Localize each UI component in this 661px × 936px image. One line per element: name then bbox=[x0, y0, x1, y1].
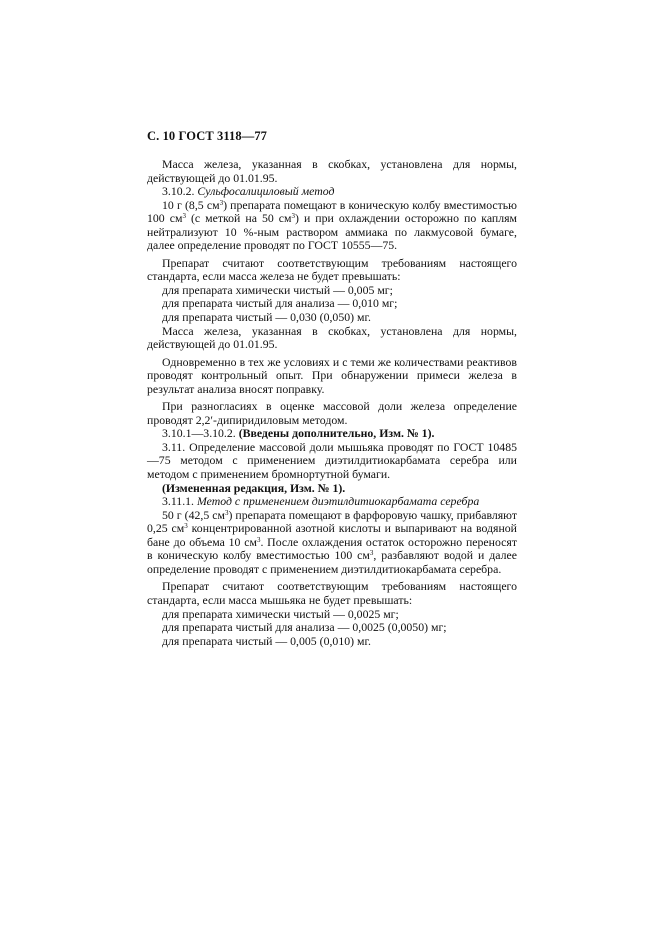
superscript: 3 bbox=[369, 549, 374, 558]
paragraph-control-test: Одновременно в тех же условиях и с теми же количествами реактивов проводят контрольный опыт. При обнаружении примеси железа в результат анализа вносят поправку. bbox=[147, 354, 517, 396]
text-fragment: ) и при охлаждении осторожно по каплям нейтрализуют 10 %-ным раствором аммиака по лакмусовой бумаге, далее определение проводят по ГОСТ 10555—75. bbox=[147, 211, 517, 253]
list-item: для препарата химически чистый — 0,005 мг; bbox=[162, 282, 393, 297]
section-3-10-2-text bbox=[147, 199, 517, 253]
paragraph-iron-note-1: Масса железа, указанная в скобках, установлена для нормы, действующей до 01.01.95. bbox=[147, 157, 517, 185]
amendment-note-2: (Измененная редакция, Изм. № 1). bbox=[162, 480, 346, 495]
paragraph-iron-note-2: Масса железа, указанная в скобках, установлена для нормы, действующей до 01.01.95. bbox=[147, 323, 517, 352]
section-number: 3.11.1. bbox=[162, 494, 195, 509]
superscript: 3 bbox=[224, 508, 229, 517]
superscript: 3 bbox=[182, 212, 186, 221]
superscript: 3 bbox=[256, 535, 261, 544]
amendment-note-1 bbox=[147, 427, 517, 441]
paragraph-disagreement: При разногласиях в оценке массовой доли железа определение проводят 2,2′-дипиридиловым методом. bbox=[147, 399, 517, 427]
list-item: для препарата химически чистый — 0,0025 мг; bbox=[162, 606, 399, 621]
section-title: Метод с применением диэтилдитиокарбамата серебра bbox=[196, 494, 480, 509]
list-item: для препарата чистый для анализа — 0,0025 (0,0050) мг; bbox=[162, 620, 447, 635]
paragraph-requirements-arsenic: Препарат считают соответствующим требованиям настоящего стандарта, если масса мышьяка не будет превышать: bbox=[147, 579, 517, 607]
superscript: 3 bbox=[291, 212, 295, 221]
text-fragment: , разбавляют водой и далее определение проводят с применением диэтилдитиокарбамата серебра. bbox=[147, 548, 517, 576]
document-body bbox=[147, 158, 517, 648]
text-fragment: ) препарата помещают в коническую колбу вместимостью 100 см bbox=[147, 197, 517, 226]
list-item: для препарата чистый для анализа — 0,010 мг; bbox=[162, 296, 398, 311]
section-3-11-text: 3.11. Определение массовой доли мышьяка проводят по ГОСТ 10485—75 методом с применением диэтилдитиокарбамата серебра или методом с применением бромнортутной бумаги. bbox=[147, 439, 517, 482]
section-number: 3.10.1—3.10.2. bbox=[162, 426, 236, 441]
section-3-10-2-heading bbox=[147, 185, 517, 199]
text-fragment: . После охлаждения остаток осторожно переносят в коническую колбу вместимостью 100 см bbox=[147, 534, 517, 563]
section-number: 3.10.2. bbox=[162, 184, 195, 199]
section-3-11-1-text bbox=[147, 509, 517, 577]
text-fragment: концентрированной азотной кислоты и выпаривают на водяной бане до объема 10 см bbox=[147, 521, 517, 549]
page-header: С. 10 ГОСТ 3118—77 bbox=[147, 129, 268, 143]
section-title: Сульфосалициловый метод bbox=[197, 184, 335, 199]
text-fragment: 50 г (42,5 см bbox=[162, 507, 225, 522]
text-fragment: ) препарата помещают в фарфоровую чашку, прибавляют 0,25 см bbox=[147, 507, 517, 536]
superscript: 3 bbox=[184, 522, 188, 531]
section-3-11-1-heading bbox=[147, 495, 517, 509]
paragraph-requirements-iron: Препарат считают соответствующим требованиям настоящего стандарта, если масса железа не будет превышать: bbox=[147, 255, 517, 284]
amendment-text: (Введены дополнительно, Изм. № 1). bbox=[238, 426, 435, 441]
text-fragment: (с меткой на 50 см bbox=[185, 211, 292, 226]
list-item: для препарата чистый — 0,030 (0,050) мг. bbox=[162, 310, 371, 325]
superscript: 3 bbox=[219, 198, 224, 207]
text-fragment: 10 г (8,5 см bbox=[162, 197, 220, 212]
list-item: для препарата чистый — 0,005 (0,010) мг. bbox=[162, 633, 371, 648]
